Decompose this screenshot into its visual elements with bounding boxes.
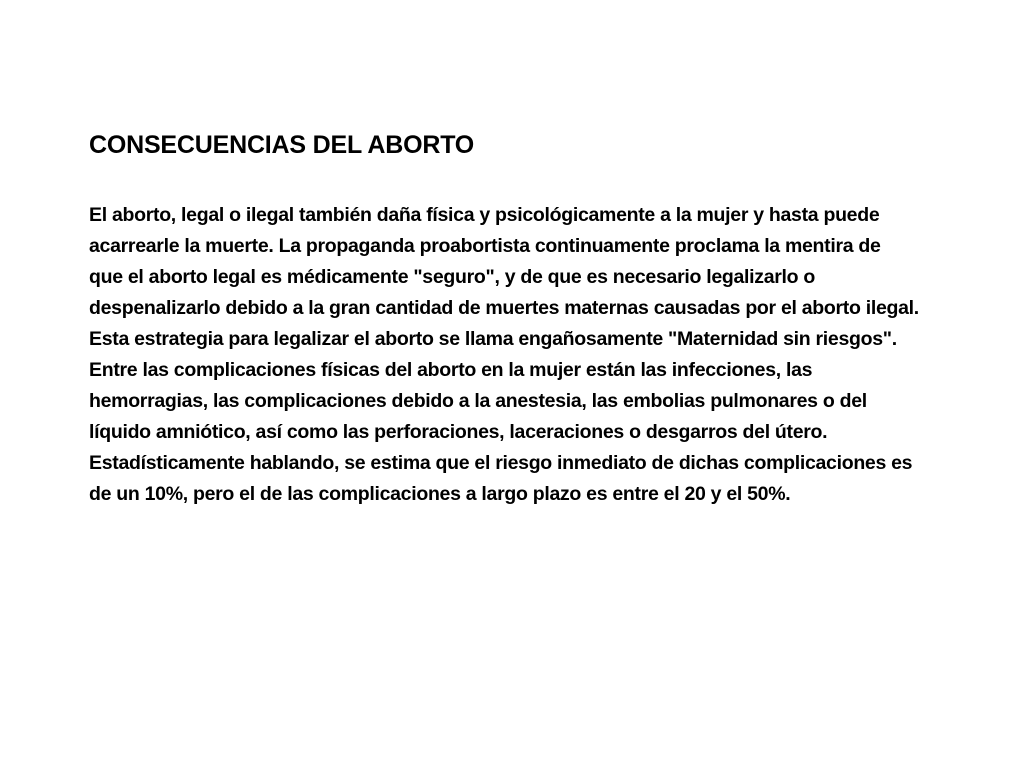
body-paragraph-2: Estadísticamente hablando, se estima que el riesgo inmediato de dichas complicaciones es de un 10%, pero el de las complicaciones a largo plazo es entre el 20 y el 50%. [89,452,913,505]
body-paragraph-1: El aborto, legal o ilegal también daña física y psicológicamente a la mujer y hasta puede acarrearle la muerte. La propaganda proabortista continuamente proclama la mentira de que el aborto legal es médicamente "seguro", y de que es necesario legalizarlo o despenalizarlo debido a la gran cantidad de muertes maternas causadas por el aborto ilegal. Esta estrategia para legalizar el aborto se llama engañosamente "Maternidad sin riesgos". Entre las complicaciones físicas del aborto en la mujer están las infecciones, las hemorragias, las complicaciones debido a la anestesia, las embolias pulmonares o del líquido amniótico, así como las perforaciones, laceraciones o desgarros del útero. [89,204,919,443]
slide-title: CONSECUENCIAS DEL ABORTO [89,131,475,159]
slide-content [89,130,919,510]
